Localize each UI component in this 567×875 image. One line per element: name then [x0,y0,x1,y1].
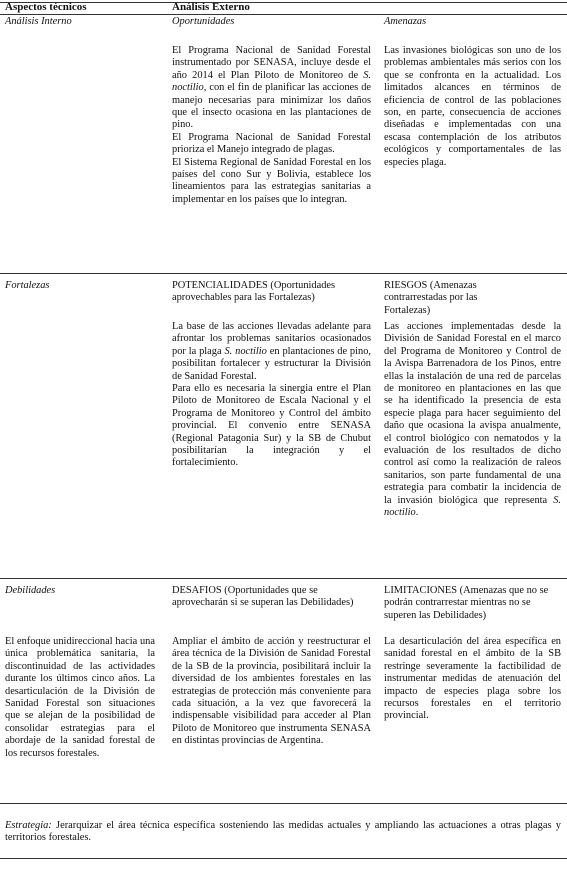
strategy-text: Estrategia: Jerarquizar el área técnica específica sosteniendo las medidas actuales y ampliando las actuaciones a otras plagas y territorios forestales. [5,820,561,844]
opportunities-paragraph: El Sistema Regional de Sanidad Forestal en los países del cono Sur y Bolivia, establece los lineamientos para las estrategias sanitarias a implementar en los países que lo integran. [172,156,371,205]
opportunities-paragraph: El Programa Nacional de Sanidad Forestal prioriza el Manejo integrado de plagas. [172,131,371,156]
potentialities-text [172,321,371,470]
rule-row1 [0,273,567,274]
header-external: Análisis Externo [172,1,250,13]
risks-title: RIESGOS (Amenazas contrarrestadas por las Fortalezas) [384,280,478,316]
challenges-text: Ampliar el ámbito de acción y reestructurar el área técnica de la División de Sanidad Forestal de la SB de la provincia, posibilitará incluir la diversidad de los ambientes forestales en las estrategias de protección más conveniente para cada situación, a la vez que favorecerá la indispensable visibilidad para acceder al Plan Piloto de Monitoreo que instrumenta SENASA en distintas provincias de Argentina. [172,636,371,747]
header-aspects: Aspectos técnicos [5,1,87,13]
weaknesses-label: Debilidades [5,585,56,596]
internal-analysis-label: Análisis Interno [5,16,72,27]
potentialities-paragraph: Para ello es necesaria la sinergia entre el Plan Piloto de Monitoreo de Escala Nacional y el Programa de Monitoreo y Control del ámbito provincial. El convenio entre SENASA (Regional Patagonia Sur) y la SB de Chubut posibilitarían la integración y el fortalecimiento. [172,383,371,469]
weaknesses-text: El enfoque unidireccional hacia una única problemática sanitaria, la discontinuidad de las actividades durante los últimos cinco años. La desarticulación de la División de Sanidad Forestal son situaciones que se alejan de la posibilidad de consolidar estrategias para el abordaje de la sanidad forestal de los recursos forestales. [5,636,155,759]
opportunities-label: Oportunidades [172,16,235,27]
strengths-label: Fortalezas [5,280,50,291]
challenges-title: DESAFIOS (Oportunidades que se aprovecharán si se superan las Debilidades) [172,585,354,609]
limitations-title: LIMITACIONES (Amenazas que no se podrán contrarrestar mientras no se superen las Debilidades) [384,585,549,621]
threats-label: Amenazas [384,16,427,27]
risks-text: Las acciones implementadas desde la División de Sanidad Forestal en el marco del Programa de Monitoreo y Control de la Avispa Barrenadora de los Pinos, entre ellas la instalación de una red de parcelas de monitoreo en plantaciones en las que se ha identificado la presencia de esta especie plaga para hacer seguimiento del daño que ocasiona la avispa anualmente, el control biológico con nematodos y la evaluación de los resultados de dicho control así como la realización de raleos sanitarios, son parte fundamental de una estrategia para combatir la incidencia de la invasión biológica que representa S. noctilio. [384,321,561,519]
rule-row2 [0,578,567,579]
opportunities-paragraph: El Programa Nacional de Sanidad Forestal instrumentado por SENASA, incluye desde el año 2014 el Plan Piloto de Monitoreo de S. noctilio, con el fin de planificar las acciones de manejo necesarias para minimizar los daños que el insecto ocasiona en las plantaciones de pino. [172,45,371,131]
rule-row3 [0,803,567,804]
potentialities-title: POTENCIALIDADES (Oportunidades aprovechables para las Fortalezas) [172,280,336,304]
rule-bottom [0,858,567,859]
opportunities-text [172,45,371,206]
limitations-text: La desarticulación del área específica en sanidad forestal en el ámbito de la SB restringe severamente la factibilidad de instrumentar medidas de atenuación del impacto de especies plaga sobre los recursos forestales en el territorio provincial. [384,636,561,722]
strategy-label: Estrategia: [5,820,52,831]
rule-header [0,14,567,15]
potentialities-paragraph: La base de las acciones llevadas adelante para afrontar los problemas sanitarios ocasionados por la plaga S. noctilio en plantaciones de pino, posibilitan fortalecer y estructurar la División de Sanidad Forestal. [172,321,371,382]
threats-text: Las invasiones biológicas son uno de los problemas ambientales más serios con los que se confronta en la actualidad. Los limitados alcances en términos de eficiencia de control de las poblaciones son, en parte, consecuencia de acciones diseñadas e implementadas con una escasa contemplación de los atributos ecológicos y comportamentales de las especies plaga. [384,45,561,168]
